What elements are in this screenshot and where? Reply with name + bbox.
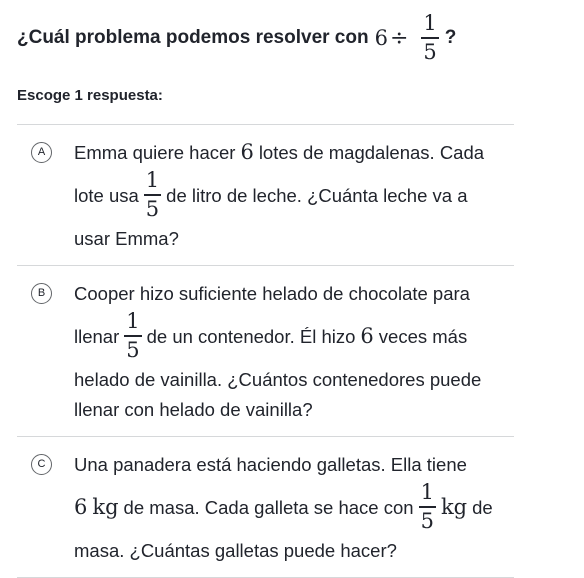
choice-b-letter-badge[interactable]: B <box>31 283 52 304</box>
choice-b-line-2 <box>74 308 514 364</box>
answer-choices <box>17 124 514 578</box>
choice-a-line-1 <box>74 137 514 167</box>
question-fraction <box>421 13 438 62</box>
choice-c-text: de <box>472 496 493 518</box>
choice-a-line-3 <box>74 223 514 253</box>
choice-a-text: Emma quiere hacer <box>74 141 236 163</box>
division-operator: ÷ <box>389 25 409 51</box>
choice-b-number: 6 <box>360 323 374 348</box>
fraction-numerator: 1 <box>420 480 434 505</box>
question-text: ¿Cuál problema podemos resolver con <box>17 27 369 48</box>
choice-c-text: de masa. Cada galleta se hace con <box>123 496 414 518</box>
choice-c-number: 6 <box>74 494 88 519</box>
fraction-numerator: 1 <box>423 11 437 36</box>
fraction-numerator: 1 <box>126 309 140 334</box>
choice-b-line-4 <box>74 394 514 424</box>
choice-b-text: llenar con helado de vainilla? <box>74 398 313 420</box>
fraction-numerator: 1 <box>145 168 160 193</box>
choice-a-text: lotes de magdalenas. Cada <box>258 141 485 163</box>
choice-b-line-3 <box>74 364 514 394</box>
choice-a-number: 6 <box>240 139 254 164</box>
choice-c-letter-badge[interactable]: C <box>31 454 52 475</box>
choice-c-text: masa. ¿Cuántas galletas puede hacer? <box>74 539 397 561</box>
choice-c-unit: kg <box>440 494 468 519</box>
choice-b-text: veces más <box>378 325 468 347</box>
choice-a-text: usar Emma? <box>74 227 179 249</box>
question-prompt <box>17 10 567 66</box>
choice-a-text: de litro de leche. ¿Cuánta leche va a <box>166 184 468 206</box>
question-dividend: 6 <box>374 26 388 50</box>
choice-b-text: llenar <box>74 325 120 347</box>
choice-c[interactable] <box>17 437 514 578</box>
fraction-denominator: 5 <box>145 196 160 221</box>
choice-b-text: de un contenedor. Él hizo <box>146 325 356 347</box>
choice-b-line-1 <box>74 278 514 308</box>
choice-a-line-2 <box>74 167 514 223</box>
choice-c-line-1 <box>74 449 514 479</box>
fraction-denominator: 5 <box>126 337 140 362</box>
instruction-text: Escoge 1 respuesta: <box>17 87 163 104</box>
choice-b-text: helado de vainilla. ¿Cuántos contenedores puede <box>74 368 482 390</box>
fraction-denominator: 5 <box>423 39 437 64</box>
choice-b[interactable] <box>17 266 514 437</box>
choice-c-line-3 <box>74 535 514 565</box>
choice-c-line-2 <box>74 479 514 535</box>
choice-a-letter-badge[interactable]: A <box>31 142 52 163</box>
choice-b-fraction <box>124 311 141 360</box>
question-mark: ? <box>444 27 457 48</box>
choice-a-text: lote usa <box>74 184 139 206</box>
choice-a-fraction <box>144 170 161 219</box>
choice-c-fraction <box>419 482 436 531</box>
choice-b-text: Cooper hizo suficiente helado de chocolate para <box>74 282 470 304</box>
fraction-denominator: 5 <box>420 508 434 533</box>
choice-c-unit: kg <box>92 494 119 519</box>
choice-a[interactable] <box>17 125 514 266</box>
choice-c-text: Una panadera está haciendo galletas. Ella tiene <box>74 453 467 475</box>
